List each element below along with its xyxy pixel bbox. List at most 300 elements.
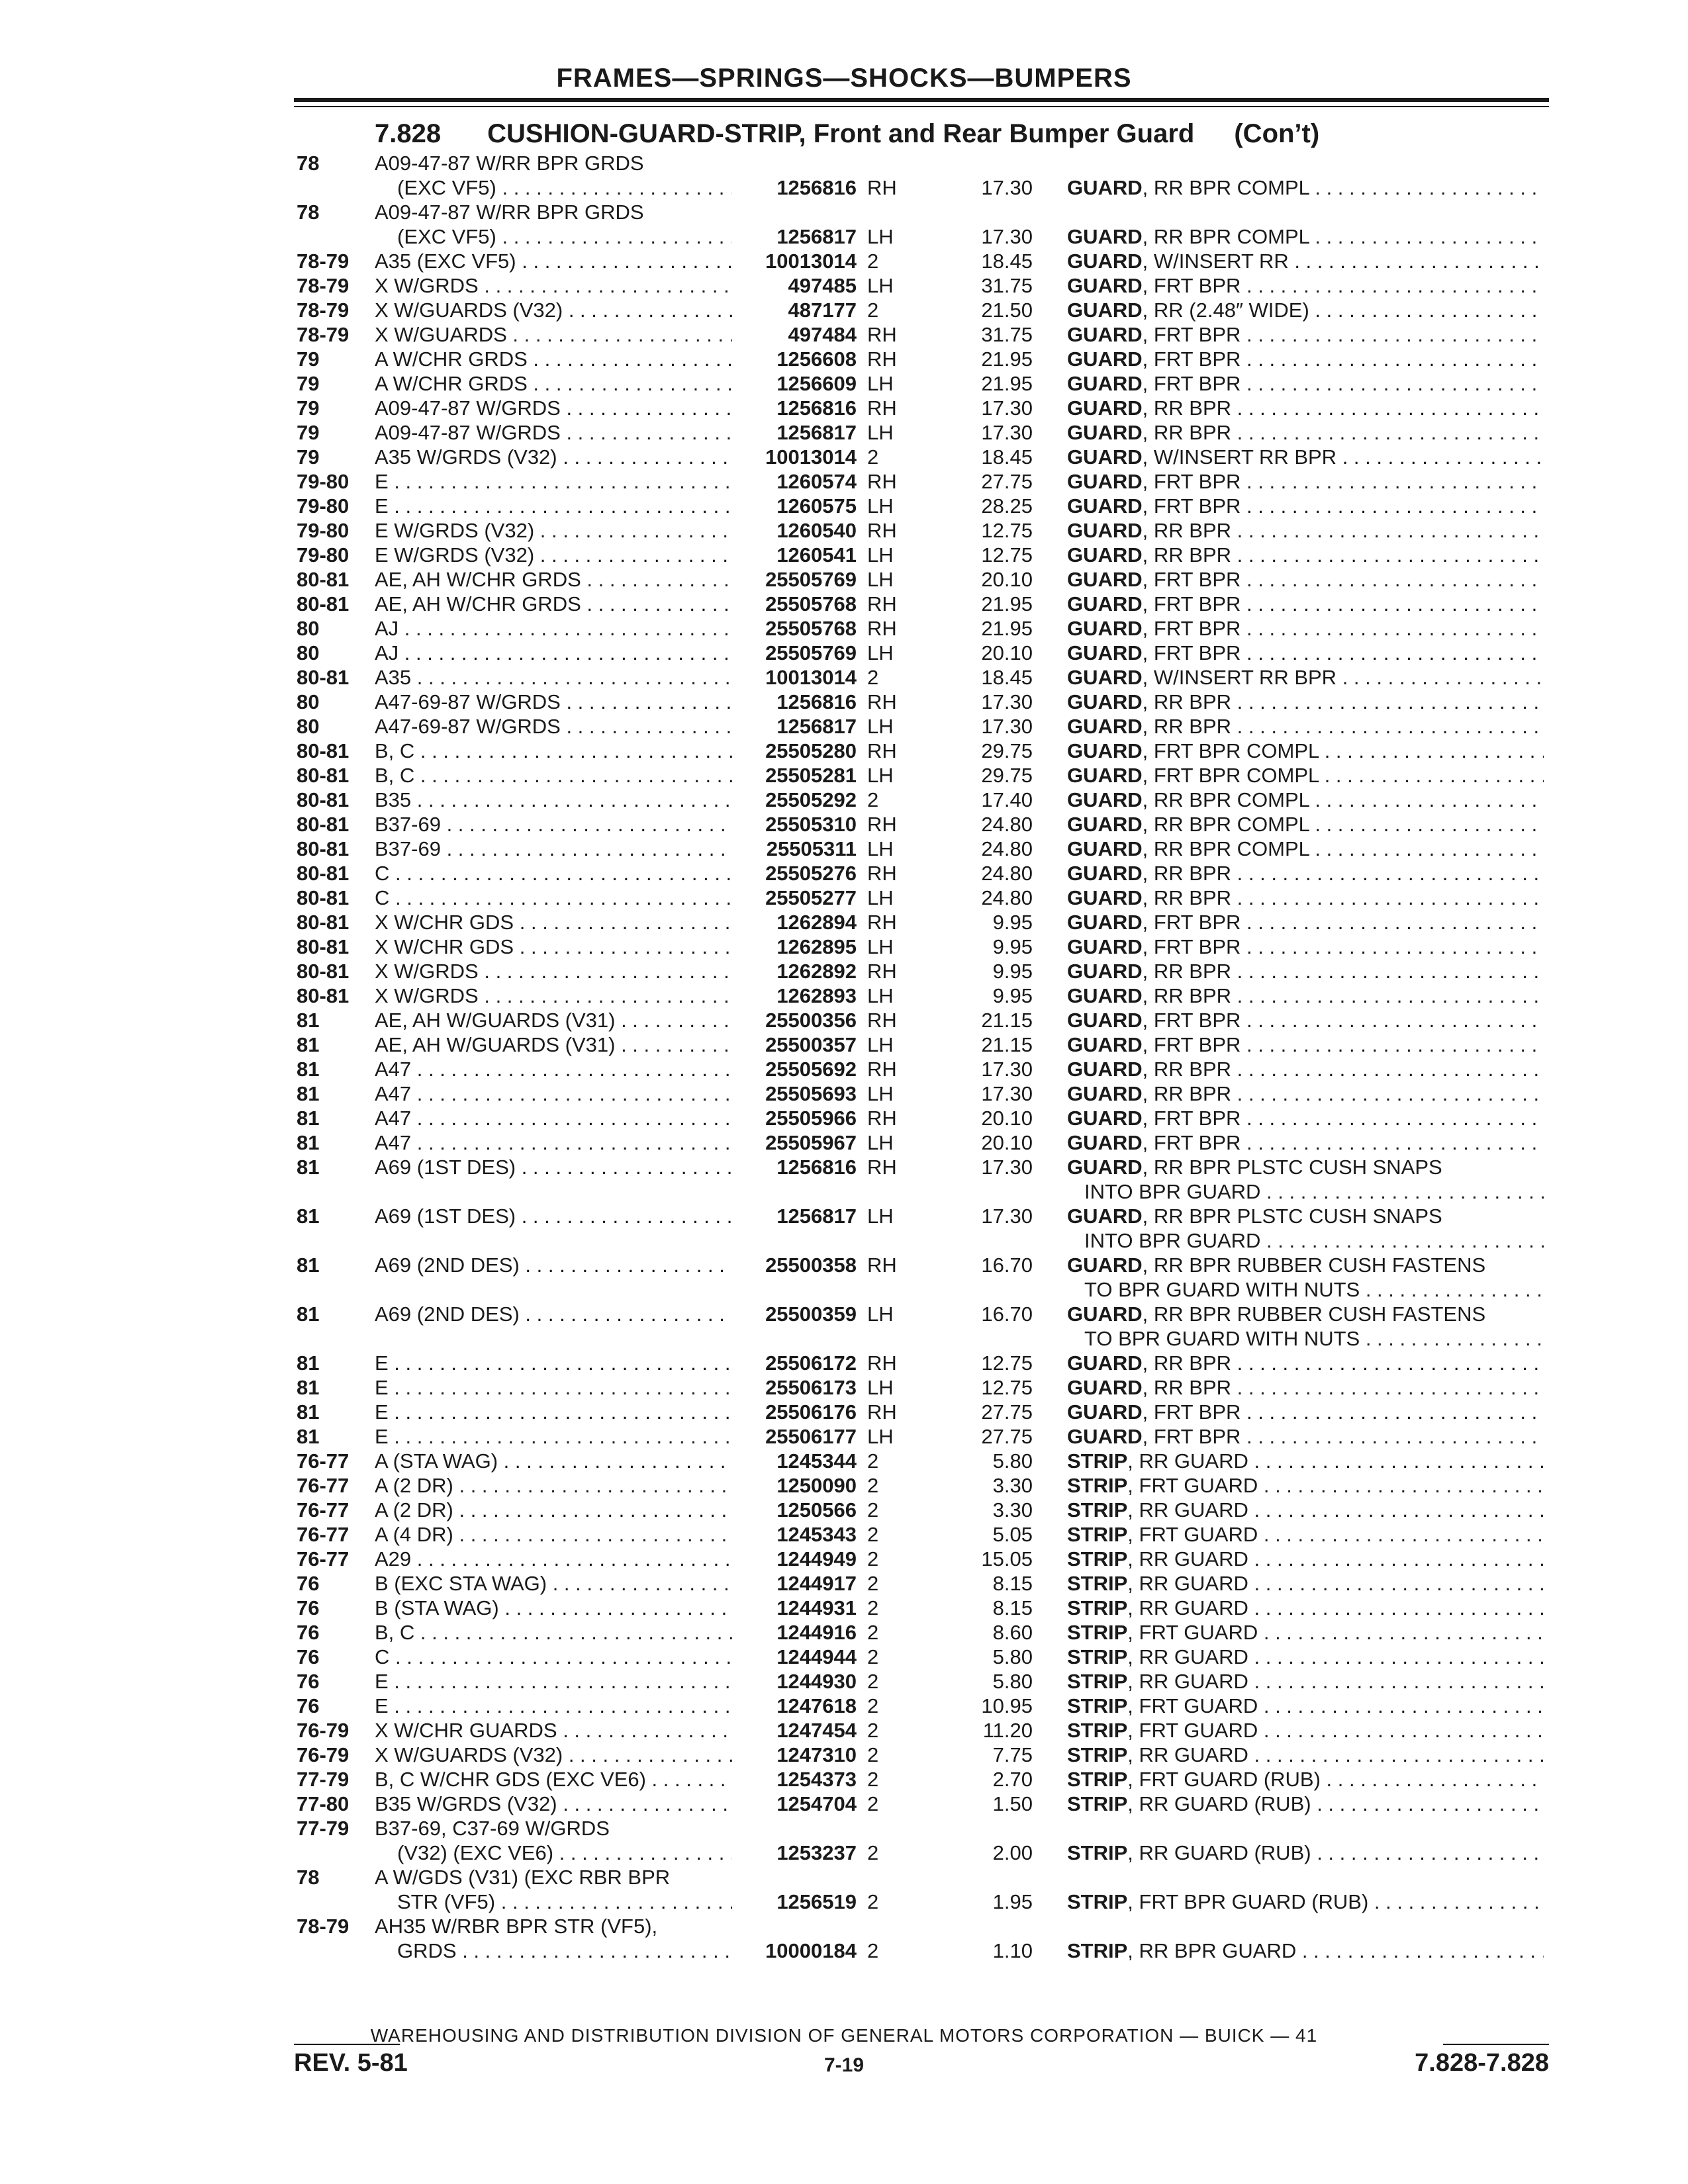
description-detail: , RR BPR bbox=[1142, 960, 1232, 983]
description-keyword: GUARD bbox=[1067, 323, 1143, 346]
description-text bbox=[1067, 396, 1544, 420]
model-text: B35 W/GRDS (V32) . . . bbox=[375, 1792, 732, 1816]
part-number-cell: 25500359 bbox=[765, 1302, 857, 1326]
price-cell: 5.80 bbox=[992, 1645, 1033, 1668]
unit-cell: RH bbox=[867, 1009, 897, 1032]
part-number-cell: 1260575 bbox=[776, 494, 857, 518]
model-text: C . . . bbox=[375, 886, 732, 910]
description-keyword: GUARD bbox=[1067, 1425, 1143, 1448]
unit-cell: RH bbox=[867, 862, 897, 885]
description-keyword: STRIP bbox=[1067, 1719, 1128, 1742]
price-cell: 17.30 bbox=[981, 1082, 1033, 1105]
price-cell: 17.30 bbox=[981, 421, 1033, 444]
description-text bbox=[1067, 445, 1544, 469]
unit-cell: RH bbox=[867, 470, 897, 493]
description-keyword: GUARD bbox=[1067, 1058, 1143, 1081]
description-detail: , FRT BPR bbox=[1142, 617, 1241, 640]
description-cell bbox=[1067, 1473, 1544, 1498]
price-cell: 17.30 bbox=[981, 1205, 1033, 1228]
table-row bbox=[0, 1228, 1688, 1253]
description-detail: , RR BPR bbox=[1142, 1351, 1232, 1375]
description-text bbox=[1067, 665, 1544, 690]
description-cell bbox=[1067, 1743, 1544, 1767]
model-text: X W/GRDS . . . bbox=[375, 983, 732, 1008]
table-row bbox=[0, 1032, 1688, 1057]
description-text bbox=[1067, 494, 1544, 518]
price-cell: 29.75 bbox=[981, 739, 1033, 762]
description-cell bbox=[1067, 665, 1544, 690]
description-keyword: STRIP bbox=[1067, 1939, 1128, 1962]
table-row bbox=[0, 1792, 1688, 1816]
table-row bbox=[0, 1375, 1688, 1400]
description-cell bbox=[1067, 592, 1544, 616]
description-keyword: STRIP bbox=[1067, 1523, 1128, 1546]
description-detail: , RR BPR PLSTC CUSH SNAPS bbox=[1142, 1156, 1442, 1179]
section-continued: (Con’t) bbox=[1234, 119, 1320, 148]
model-text: X W/GUARDS . . . bbox=[375, 322, 732, 347]
description-text bbox=[1067, 763, 1544, 788]
page-header-title: FRAMES—SPRINGS—SHOCKS—BUMPERS bbox=[556, 64, 1132, 93]
part-number-cell: 1244931 bbox=[776, 1596, 857, 1619]
description-cell bbox=[1067, 886, 1544, 910]
year-cell: 79 bbox=[297, 372, 320, 395]
description-text bbox=[1067, 224, 1544, 249]
price-cell: 24.80 bbox=[981, 886, 1033, 909]
price-cell: 8.15 bbox=[992, 1572, 1033, 1595]
description-keyword: GUARD bbox=[1067, 274, 1143, 297]
description-text bbox=[1067, 934, 1544, 959]
year-cell: 78-79 bbox=[297, 274, 350, 297]
description-keyword: GUARD bbox=[1067, 445, 1143, 469]
model-cell bbox=[375, 1522, 732, 1547]
description-text bbox=[1067, 1743, 1544, 1767]
description-keyword: GUARD bbox=[1067, 1009, 1143, 1032]
unit-cell: RH bbox=[867, 323, 897, 346]
description-cell bbox=[1067, 1449, 1544, 1473]
year-cell: 81 bbox=[297, 1351, 320, 1375]
unit-cell: LH bbox=[867, 225, 894, 248]
table-row bbox=[0, 1204, 1688, 1228]
model-text: A35 (EXC VF5) . . . bbox=[375, 249, 732, 273]
description-cell bbox=[1067, 224, 1544, 249]
description-text bbox=[1067, 1596, 1544, 1620]
model-text: X W/GRDS . . . bbox=[375, 959, 732, 983]
description-cell bbox=[1067, 1596, 1544, 1620]
description-keyword: GUARD bbox=[1067, 1033, 1143, 1056]
year-cell: 79 bbox=[297, 396, 320, 420]
table-row bbox=[0, 175, 1688, 200]
year-cell: 79-80 bbox=[297, 494, 350, 518]
year-cell: 81 bbox=[297, 1058, 320, 1081]
description-cell bbox=[1084, 1228, 1544, 1253]
year-cell: 80-81 bbox=[297, 960, 350, 983]
footer-reference: 7.828-7.828 bbox=[1415, 2049, 1549, 2077]
model-text: B37-69, C37-69 W/GRDS bbox=[375, 1817, 610, 1840]
unit-cell: RH bbox=[867, 1058, 897, 1081]
description-text bbox=[1067, 298, 1544, 322]
description-keyword: GUARD bbox=[1067, 470, 1143, 493]
year-cell: 80-81 bbox=[297, 739, 350, 762]
table-row bbox=[0, 1057, 1688, 1081]
table-row bbox=[0, 1302, 1688, 1326]
model-text: AE, AH W/CHR GRDS . . . bbox=[375, 567, 732, 592]
model-cell bbox=[375, 1130, 732, 1155]
part-number-cell: 25505769 bbox=[765, 568, 857, 591]
table-row bbox=[0, 567, 1688, 592]
table-row bbox=[0, 420, 1688, 445]
price-cell: 1.95 bbox=[992, 1890, 1033, 1913]
model-text: E . . . bbox=[375, 494, 732, 518]
description-detail: , FRT BPR bbox=[1142, 641, 1241, 664]
description-detail: , RR BPR bbox=[1142, 1058, 1232, 1081]
model-text: E W/GRDS (V32) . . . bbox=[375, 543, 732, 567]
description-cell bbox=[1067, 1351, 1544, 1375]
unit-cell: LH bbox=[867, 1131, 894, 1154]
unit-cell: 2 bbox=[867, 445, 879, 469]
model-cell bbox=[375, 1253, 732, 1277]
unit-cell: 2 bbox=[867, 1890, 879, 1913]
description-cell bbox=[1067, 690, 1544, 714]
price-cell: 21.15 bbox=[981, 1033, 1033, 1056]
unit-cell: RH bbox=[867, 347, 897, 371]
table-row bbox=[0, 1253, 1688, 1277]
part-number-cell: 1247310 bbox=[776, 1743, 857, 1766]
description-detail: , RR BPR COMPL bbox=[1142, 788, 1309, 811]
model-cell bbox=[375, 1718, 732, 1743]
part-number-cell: 25505768 bbox=[765, 592, 857, 615]
description-keyword: GUARD bbox=[1067, 543, 1143, 567]
description-keyword: GUARD bbox=[1067, 568, 1143, 591]
description-text bbox=[1067, 1620, 1544, 1645]
price-cell: 28.25 bbox=[981, 494, 1033, 518]
price-cell: 27.75 bbox=[981, 1400, 1033, 1424]
description-text bbox=[1067, 861, 1544, 886]
description-keyword: GUARD bbox=[1067, 298, 1143, 322]
part-number-cell: 1247454 bbox=[776, 1719, 857, 1742]
price-cell: 21.95 bbox=[981, 372, 1033, 395]
price-cell: 21.95 bbox=[981, 592, 1033, 615]
description-cell bbox=[1067, 1424, 1544, 1449]
year-cell: 79-80 bbox=[297, 519, 350, 542]
table-row bbox=[0, 1865, 1688, 1889]
table-row bbox=[0, 1522, 1688, 1547]
part-number-cell: 25506177 bbox=[765, 1425, 857, 1448]
description-detail: , FRT BPR COMPL bbox=[1142, 764, 1319, 787]
description-detail: , W/INSERT RR BPR bbox=[1142, 445, 1337, 469]
part-number-cell: 1256817 bbox=[776, 1205, 857, 1228]
description-detail: , FRT BPR bbox=[1142, 470, 1241, 493]
year-cell: 78 bbox=[297, 201, 320, 224]
year-cell: 79-80 bbox=[297, 470, 350, 493]
description-text bbox=[1067, 543, 1544, 567]
description-text bbox=[1067, 1156, 1442, 1179]
model-cell bbox=[375, 1473, 732, 1498]
year-cell: 81 bbox=[297, 1107, 320, 1130]
description-detail: , FRT BPR GUARD (RUB) bbox=[1127, 1890, 1369, 1913]
year-cell: 78 bbox=[297, 1866, 320, 1889]
part-number-cell: 25505966 bbox=[765, 1107, 857, 1130]
description-detail: , RR BPR RUBBER CUSH FASTENS bbox=[1142, 1302, 1486, 1326]
part-number-cell: 1245344 bbox=[776, 1449, 857, 1473]
description-keyword: GUARD bbox=[1067, 739, 1143, 762]
table-row bbox=[0, 1889, 1688, 1914]
part-number-cell: 1260541 bbox=[776, 543, 857, 567]
unit-cell: LH bbox=[867, 1033, 894, 1056]
model-text: A47-69-87 W/GRDS . . . bbox=[375, 690, 732, 714]
table-row bbox=[0, 298, 1688, 322]
table-row bbox=[0, 273, 1688, 298]
description-detail: , FRT GUARD (RUB) bbox=[1127, 1768, 1321, 1791]
header-rule-thick bbox=[294, 98, 1549, 102]
model-text: A69 (1ST DES) . . . bbox=[375, 1204, 732, 1228]
description-detail: , RR GUARD (RUB) bbox=[1127, 1792, 1311, 1815]
unit-cell: 2 bbox=[867, 1670, 879, 1693]
description-cell bbox=[1067, 1522, 1544, 1547]
description-cell bbox=[1067, 1645, 1544, 1669]
price-cell: 24.80 bbox=[981, 813, 1033, 836]
model-cell bbox=[397, 1841, 732, 1865]
model-cell bbox=[397, 1889, 732, 1914]
description-detail: , FRT BPR bbox=[1142, 592, 1241, 615]
unit-cell: LH bbox=[867, 984, 894, 1007]
table-row bbox=[0, 1571, 1688, 1596]
part-number-cell: 25506176 bbox=[765, 1400, 857, 1424]
unit-cell: LH bbox=[867, 1425, 894, 1448]
year-cell: 80-81 bbox=[297, 837, 350, 860]
table-row bbox=[0, 1743, 1688, 1767]
description-text bbox=[1067, 249, 1544, 273]
unit-cell: LH bbox=[867, 886, 894, 909]
model-text: X W/GRDS . . . bbox=[375, 273, 732, 298]
unit-cell: 2 bbox=[867, 1498, 879, 1522]
description-text bbox=[1067, 518, 1544, 543]
description-cell bbox=[1067, 1498, 1544, 1522]
description-detail: , FRT BPR bbox=[1142, 1131, 1241, 1154]
model-text: A09-47-87 W/GRDS . . . bbox=[375, 396, 732, 420]
part-number-cell: 25506173 bbox=[765, 1376, 857, 1399]
description-text bbox=[1067, 1205, 1442, 1228]
model-text: E . . . bbox=[375, 1375, 732, 1400]
model-text: A W/CHR GRDS . . . bbox=[375, 371, 732, 396]
description-keyword: STRIP bbox=[1067, 1792, 1128, 1815]
part-number-cell: 10013014 bbox=[765, 250, 857, 273]
year-cell: 81 bbox=[297, 1400, 320, 1424]
description-detail: , RR GUARD bbox=[1127, 1645, 1248, 1668]
model-text: B35 . . . bbox=[375, 788, 732, 812]
model-cell bbox=[375, 788, 732, 812]
unit-cell: 2 bbox=[867, 1645, 879, 1668]
description-detail: , FRT BPR COMPL bbox=[1142, 739, 1319, 762]
description-keyword: STRIP bbox=[1067, 1498, 1128, 1522]
description-cell bbox=[1067, 298, 1544, 322]
model-text: B37-69 . . . bbox=[375, 837, 732, 861]
description-detail: , RR BPR PLSTC CUSH SNAPS bbox=[1142, 1205, 1442, 1228]
part-number-cell: 1244949 bbox=[776, 1547, 857, 1570]
description-cell bbox=[1067, 1032, 1544, 1057]
unit-cell: RH bbox=[867, 911, 897, 934]
description-keyword: GUARD bbox=[1067, 886, 1143, 909]
model-text: AE, AH W/CHR GRDS . . . bbox=[375, 592, 732, 616]
part-number-cell: 25505692 bbox=[765, 1058, 857, 1081]
description-detail: , FRT BPR bbox=[1142, 494, 1241, 518]
description-detail: , FRT GUARD bbox=[1127, 1719, 1258, 1742]
model-text: (EXC VF5) . . . bbox=[397, 175, 732, 200]
model-cell bbox=[397, 1938, 732, 1963]
description-cell bbox=[1067, 1253, 1544, 1277]
description-text bbox=[1067, 420, 1544, 445]
price-cell: 7.75 bbox=[992, 1743, 1033, 1766]
unit-cell: 2 bbox=[867, 1841, 879, 1864]
price-cell: 12.75 bbox=[981, 543, 1033, 567]
description-text bbox=[1067, 469, 1544, 494]
description-cell bbox=[1067, 788, 1544, 812]
description-keyword: GUARD bbox=[1067, 1205, 1143, 1228]
model-text: X W/GUARDS (V32) . . . bbox=[375, 298, 732, 322]
description-text bbox=[1067, 1375, 1544, 1400]
year-cell: 79 bbox=[297, 347, 320, 371]
table-row bbox=[0, 1645, 1688, 1669]
model-cell bbox=[375, 1424, 732, 1449]
price-cell: 10.95 bbox=[981, 1694, 1033, 1717]
parts-list bbox=[0, 151, 1688, 1963]
model-cell bbox=[375, 934, 732, 959]
model-cell bbox=[375, 371, 732, 396]
description-detail: , RR BPR bbox=[1142, 519, 1232, 542]
description-keyword: GUARD bbox=[1067, 960, 1143, 983]
table-row bbox=[0, 1473, 1688, 1498]
description-keyword: GUARD bbox=[1067, 1082, 1143, 1105]
description-keyword: STRIP bbox=[1067, 1645, 1128, 1668]
price-cell: 12.75 bbox=[981, 1376, 1033, 1399]
description-text bbox=[1067, 616, 1544, 641]
table-row bbox=[0, 1596, 1688, 1620]
description-text bbox=[1067, 788, 1544, 812]
table-row bbox=[0, 934, 1688, 959]
section-title: CUSHION-GUARD-STRIP, Front and Rear Bumper Guard bbox=[487, 119, 1195, 148]
table-row bbox=[0, 371, 1688, 396]
price-cell: 9.95 bbox=[992, 935, 1033, 958]
description-cell bbox=[1067, 1767, 1544, 1792]
description-cell bbox=[1067, 518, 1544, 543]
description-cell bbox=[1067, 1057, 1544, 1081]
year-cell: 80 bbox=[297, 617, 320, 640]
description-keyword: GUARD bbox=[1067, 617, 1143, 640]
description-text bbox=[1084, 1326, 1544, 1351]
unit-cell: 2 bbox=[867, 1743, 879, 1766]
part-number-cell: 1262895 bbox=[776, 935, 857, 958]
model-cell bbox=[397, 224, 732, 249]
part-number-cell: 1256609 bbox=[776, 372, 857, 395]
model-cell bbox=[375, 420, 732, 445]
year-cell: 78-79 bbox=[297, 1915, 350, 1938]
year-cell: 77-79 bbox=[297, 1817, 350, 1840]
description-detail: , RR GUARD bbox=[1127, 1596, 1248, 1619]
price-cell: 16.70 bbox=[981, 1253, 1033, 1277]
price-cell: 5.80 bbox=[992, 1449, 1033, 1473]
model-cell bbox=[375, 910, 732, 934]
model-text: A (2 DR) . . . bbox=[375, 1473, 732, 1498]
price-cell: 21.15 bbox=[981, 1009, 1033, 1032]
part-number-cell: 25500356 bbox=[765, 1009, 857, 1032]
model-cell bbox=[375, 1204, 732, 1228]
price-cell: 12.75 bbox=[981, 519, 1033, 542]
price-cell: 1.10 bbox=[992, 1939, 1033, 1962]
description-keyword: GUARD bbox=[1067, 250, 1143, 273]
part-number-cell: 497484 bbox=[788, 323, 857, 346]
model-text: A29 . . . bbox=[375, 1547, 732, 1571]
year-cell: 78-79 bbox=[297, 298, 350, 322]
table-row bbox=[0, 837, 1688, 861]
description-text bbox=[1084, 1228, 1544, 1253]
unit-cell: 2 bbox=[867, 1523, 879, 1546]
section-number: 7.828 bbox=[375, 119, 442, 148]
description-text bbox=[1067, 1351, 1544, 1375]
model-text: A09-47-87 W/RR BPR GRDS bbox=[375, 201, 644, 224]
price-cell: 8.15 bbox=[992, 1596, 1033, 1619]
model-text: A69 (1ST DES) . . . bbox=[375, 1155, 732, 1179]
table-row bbox=[0, 959, 1688, 983]
year-cell: 76 bbox=[297, 1596, 320, 1619]
table-row bbox=[0, 1816, 1688, 1841]
description-detail: , RR BPR bbox=[1142, 886, 1232, 909]
description-cell bbox=[1067, 1081, 1544, 1106]
year-cell: 79 bbox=[297, 421, 320, 444]
price-cell: 9.95 bbox=[992, 911, 1033, 934]
description-text bbox=[1067, 1424, 1544, 1449]
price-cell: 3.30 bbox=[992, 1474, 1033, 1497]
unit-cell: 2 bbox=[867, 1792, 879, 1815]
part-number-cell: 25505768 bbox=[765, 617, 857, 640]
part-number-cell: 1256519 bbox=[776, 1890, 857, 1913]
description-keyword: GUARD bbox=[1067, 690, 1143, 713]
price-cell: 1.50 bbox=[992, 1792, 1033, 1815]
description-text bbox=[1067, 641, 1544, 665]
part-number-cell: 1244930 bbox=[776, 1670, 857, 1693]
year-cell: 80 bbox=[297, 641, 320, 664]
model-cell bbox=[397, 175, 732, 200]
part-number-cell: 25505310 bbox=[765, 813, 857, 836]
model-cell bbox=[375, 690, 732, 714]
description-text bbox=[1067, 1032, 1544, 1057]
price-cell: 20.10 bbox=[981, 1107, 1033, 1130]
description-keyword: STRIP bbox=[1067, 1890, 1128, 1913]
description-keyword: GUARD bbox=[1067, 1131, 1143, 1154]
description-keyword: GUARD bbox=[1067, 519, 1143, 542]
description-keyword: GUARD bbox=[1067, 813, 1143, 836]
model-text: A (4 DR) . . . bbox=[375, 1522, 732, 1547]
description-keyword: GUARD bbox=[1067, 837, 1143, 860]
model-text: X W/GUARDS (V32) . . . bbox=[375, 1743, 732, 1767]
unit-cell: LH bbox=[867, 421, 894, 444]
part-number-cell: 1262893 bbox=[776, 984, 857, 1007]
description-cell bbox=[1067, 739, 1544, 763]
unit-cell: LH bbox=[867, 568, 894, 591]
description-detail: , FRT BPR bbox=[1142, 1107, 1241, 1130]
year-cell: 76-77 bbox=[297, 1474, 350, 1497]
description-cell bbox=[1084, 1326, 1544, 1351]
price-cell: 17.30 bbox=[981, 176, 1033, 199]
description-cell bbox=[1084, 1277, 1544, 1302]
price-cell: 21.95 bbox=[981, 347, 1033, 371]
model-text: E . . . bbox=[375, 1400, 732, 1424]
description-cell bbox=[1067, 1008, 1544, 1032]
description-cell bbox=[1067, 837, 1544, 861]
description-detail: , RR BPR bbox=[1142, 1376, 1232, 1399]
description-cell bbox=[1067, 714, 1544, 739]
part-number-cell: 25505693 bbox=[765, 1082, 857, 1105]
table-row bbox=[0, 1400, 1688, 1424]
header-rule-thin bbox=[294, 106, 1549, 107]
